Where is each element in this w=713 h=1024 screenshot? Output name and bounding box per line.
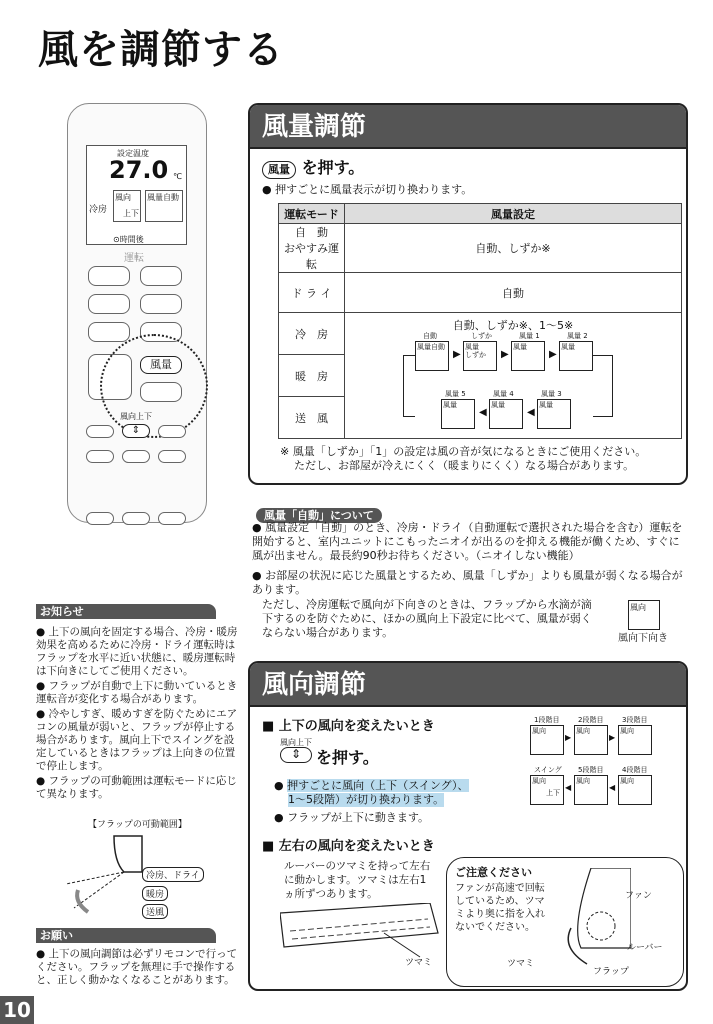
remote-button[interactable] xyxy=(86,450,114,463)
notice-item-text: フラップの可動範囲は運転モードに応じて異なります。 xyxy=(36,775,237,800)
dir-key-label: 風向上下 xyxy=(280,738,312,747)
arrow-left-icon: ◀ xyxy=(479,407,487,418)
remote-button[interactable] xyxy=(86,425,114,438)
dir-header: 風向調節 xyxy=(250,663,686,707)
dir-stage-label: 4段階目 xyxy=(622,766,648,774)
dir-button-label: 風向上下 xyxy=(120,412,152,421)
mode-cell: 冷 房 xyxy=(279,313,345,355)
stage-box: 風量 xyxy=(537,399,571,429)
fan-header: 風量調節 xyxy=(250,105,686,149)
wind-down-icon: 風向 xyxy=(628,600,660,630)
auto-bullet-2-text: お部屋の状況に応じた風量とするため、風量「しずか」よりも風量が弱くなる場合があります。 xyxy=(252,569,683,596)
fan-bullet: 押すごとに風量表示が切り換わります。 xyxy=(275,183,473,196)
knob-label-2: ツマミ xyxy=(507,959,535,969)
request-item: ● 上下の風向調節は必ずリモコンで行ってください。フラップを無理に手で操作すると、正しく動かなくなることがあります。 xyxy=(36,948,238,986)
fan-note-1: ※ 風量「しずか」「1」の設定は風の音が気になるときにご使用ください。 xyxy=(280,445,647,458)
arrow-right-icon: ▶ xyxy=(501,349,509,360)
remote-button[interactable] xyxy=(140,382,182,402)
fan-press: を押す。 xyxy=(301,158,365,177)
mode-cell: 自 動 おやすみ運転 xyxy=(279,224,345,273)
remote-lcd xyxy=(86,145,187,245)
fan-louver-diagram xyxy=(551,868,631,968)
dir-stage-box-label: 風向 xyxy=(532,777,546,785)
mode-cell: 送 風 xyxy=(279,397,345,439)
stage-box: 風量 xyxy=(489,399,523,429)
dir-bullet-1: ● 押すごとに風向（上下（スイング）、 xyxy=(274,779,469,792)
loop-line-left xyxy=(403,355,415,417)
auto-pill: 風量「自動」について xyxy=(256,508,382,523)
remote-button[interactable] xyxy=(122,450,150,463)
dir-key-icon: ⇕ xyxy=(280,747,312,763)
remote-button[interactable] xyxy=(88,322,130,342)
page-number: 10 xyxy=(0,996,34,1024)
request-item-text: 上下の風向調節は必ずリモコンで行ってください。フラップを無理に手で操作すると、正しく動かなくなることがあります。 xyxy=(36,948,238,986)
notice-title: お知らせ xyxy=(36,604,216,619)
dir-bullet-1a: 押すごとに風向（上下（スイング）、 xyxy=(287,779,469,792)
remote-button[interactable] xyxy=(158,425,186,438)
stage-label: 風量 3 xyxy=(541,390,562,398)
stage-label: しずか xyxy=(471,332,492,340)
arrow-right-icon: ▶ xyxy=(453,349,461,360)
caution-text: ファンが高速で回転しているため、ツマミより奥に指を入れないでください。 xyxy=(455,883,545,933)
flap-label-fan: 送風 xyxy=(142,904,168,919)
louver-diagram xyxy=(280,903,440,963)
flap-label: フラップ xyxy=(593,967,629,977)
notice-item-text: フラップが自動で上下に動いているとき運転音が変化する場合があります。 xyxy=(36,680,238,705)
fan-key: 風量 xyxy=(262,161,296,179)
dir-stage-label: 1段階目 xyxy=(534,716,560,724)
notice-item: ● 冷やしすぎ、暖めすぎを防ぐためにエアコンの風量が弱いと、フラップが停止する場合があります。風向上下でスイングを設定しているときはフラップは上向きの位置で停止します。 xyxy=(36,708,238,772)
setting-cell: 自動 xyxy=(345,273,682,313)
remote-button[interactable] xyxy=(158,512,186,525)
remote-button[interactable] xyxy=(88,266,130,286)
setting-cell: 自動、しずか※、1～5※ xyxy=(452,319,574,332)
fan-section: 風量調節 風量 を押す。 ● 押すごとに風量表示が切り換わります。 運転モード 風量設定 自 動 おやすみ運転 自動、しずか※ ド ラ イ 自動 冷 房 自動、しずか※、1～5※ 暖 房 送 風 自動 しずか 風量 1 風量 2 風量自動 風量 しずか 風量 風量 ▶ ▶ ▶ 風量 5 風量 4 風量 3 風量 風量 風量 ◀ ◀ ※ 風量「しずか」「1」の設定は風の音が気になるときにご使用ください。 ただし、お部屋が冷えにくく（暖まりにくく）なる場合があります。 xyxy=(248,103,688,485)
louver-text: ルーバーのツマミを持って左右に動かします。ツマミは左右1ヵ所ずつあります。 xyxy=(284,860,431,900)
auto-bullet-2b: ただし、冷房運転で風向が下向きのときは、フラップから水滴が滴下するのを防ぐために、ほかの風向上下設定に比べて、風量が弱くならない場合があります。 xyxy=(262,598,592,639)
dir-sub-1: ■ 上下の風向を変えたいとき xyxy=(262,719,435,734)
temp-unit: ℃ xyxy=(173,172,182,181)
fan-stage-diagram xyxy=(415,331,655,439)
arrow-right-icon: ▶ xyxy=(565,733,572,742)
run-label: 運転 xyxy=(124,253,144,264)
loop-line-right xyxy=(593,355,613,417)
flap-range-caption: 【フラップの可動範囲】 xyxy=(88,820,187,830)
notice-item-text: 冷やしすぎ、暖めすぎを防ぐためにエアコンの風量が弱いと、フラップが停止する場合があります。風向上下でスイングを設定しているときはフラップは上向きの位置で停止します。 xyxy=(36,708,238,772)
notice-item: ● 上下の風向を固定する場合、冷房・暖房効果を高めるために冷房・ドライ運転時はフラップを水平に近い状態に、暖房運転時は下向きにしてご使用ください。 xyxy=(36,626,238,677)
mode-cell: 暖 房 xyxy=(279,355,345,397)
remote-button[interactable] xyxy=(86,512,114,525)
remote-button[interactable] xyxy=(140,266,182,286)
request-title: お願い xyxy=(36,928,216,943)
dir-stage-box: 風向 xyxy=(618,725,652,755)
wind-dir-label: 風向 xyxy=(115,193,131,202)
stage-box: 風量 xyxy=(441,399,475,429)
stage-box-auto: 風量自動 xyxy=(415,341,449,371)
stage-label: 自動 xyxy=(423,332,437,340)
mode-cell: ド ラ イ xyxy=(279,273,345,313)
stage-label: 風量 1 xyxy=(519,332,540,340)
temp-value: 27.0 xyxy=(109,156,169,184)
auto-bullet-1-text: 風量設定「自動」のとき、冷房・ドライ（自動運転で選択された場合を含む）運転を開始すると、室内ユニットにこもったニオイが出るのを抑える機能が働くため、すぐに風が出ません。最長約90秒お待ちください。（ニオイしない機能） xyxy=(252,521,683,562)
set-temp-label: 設定温度 xyxy=(117,149,149,158)
notice-item: ● フラップの可動範囲は運転モードに応じて異なります。 xyxy=(36,775,237,800)
wind-dir-value: 上下 xyxy=(123,209,139,218)
notice-item-text: 上下の風向を固定する場合、冷房・暖房効果を高めるために冷房・ドライ運転時はフラップを水平に近い状態に、暖房運転時は下向きにしてご使用ください。 xyxy=(36,626,238,677)
swing-text: 上下 xyxy=(546,789,560,797)
caution-title: ご注意ください xyxy=(455,866,532,879)
dir-sub-2: ■ 左右の風向を変えたいとき xyxy=(262,839,435,854)
dir-press: を押す。 xyxy=(316,748,379,767)
notice-list xyxy=(36,626,240,801)
remote-button[interactable] xyxy=(122,512,150,525)
louver-label: ルーバー xyxy=(627,943,663,953)
dir-button[interactable]: ⇕ xyxy=(122,424,150,438)
dir-stage-box: 風向 xyxy=(618,775,652,805)
stage-box: 風量 xyxy=(511,341,545,371)
notice-item: ● フラップが自動で上下に動いているとき運転音が変化する場合があります。 xyxy=(36,680,238,705)
caution-box xyxy=(446,857,684,987)
dir-stage-diagram xyxy=(528,715,660,807)
dir-bullet-1b: 1～5段階）が切り換わります。 xyxy=(288,793,445,806)
stage-label: 風量 4 xyxy=(493,390,514,398)
arrow-right-icon: ▶ xyxy=(609,733,616,742)
stage-box: 風量 xyxy=(559,341,593,371)
dir-section xyxy=(248,661,688,991)
fan-note-2: ただし、お部屋が冷えにくく（暖まりにくく）なる場合があります。 xyxy=(294,459,635,472)
stage-label: 風量 2 xyxy=(567,332,588,340)
dir-bullet-2-text: フラップが上下に動きます。 xyxy=(287,811,430,824)
auto-bullet-1: ● 風量設定「自動」のとき、冷房・ドライ（自動運転で選択された場合を含む）運転を開始すると、室内ユニットにこもったニオイが出るのを抑える機能が働くため、すぐに風が出ません。最長約90秒お待ちください。（ニオイしない機能） xyxy=(252,521,683,562)
wind-down-caption: 風向下向き xyxy=(618,633,668,644)
fan-label: ファン xyxy=(625,891,652,901)
stage-label: 風量 5 xyxy=(445,390,466,398)
arrow-left-icon: ◀ xyxy=(609,783,616,792)
wind-dir-box xyxy=(113,190,141,222)
col-setting-header: 風量設定 xyxy=(345,204,682,224)
mode-text: 冷房 xyxy=(89,205,108,215)
setting-cell: 自動、しずか※ xyxy=(345,224,682,273)
page-title: 風を調節する xyxy=(38,27,284,73)
timer-label: ⊙時間後 xyxy=(113,235,144,244)
stage-box-quiet: 風量 しずか xyxy=(463,341,497,371)
arrow-right-icon: ▶ xyxy=(549,349,557,360)
flap-label-cool: 冷房、ドライ xyxy=(142,867,204,882)
dir-stage-label: 5段階目 xyxy=(578,766,604,774)
dir-stage-label: 2段階目 xyxy=(578,716,604,724)
dir-stage-box: 風向 xyxy=(574,725,608,755)
dir-bullet-2: ● フラップが上下に動きます。 xyxy=(274,811,430,824)
knob-label: ツマミ xyxy=(405,958,433,968)
remote-button[interactable] xyxy=(88,294,130,314)
dir-stage-box: 風向 xyxy=(574,775,608,805)
col-mode-header: 運転モード xyxy=(279,204,345,224)
arrow-left-icon: ◀ xyxy=(527,407,535,418)
arrow-left-icon: ◀ xyxy=(565,783,572,792)
fan-box: 風量自動 xyxy=(145,190,183,222)
dir-stage-label: 3段階目 xyxy=(622,716,648,724)
dir-stage-label: スイング xyxy=(534,766,562,774)
dir-stage-box: 風向 xyxy=(530,725,564,755)
remote-button[interactable] xyxy=(158,450,186,463)
auto-bullet-2: ● お部屋の状況に応じた風量とするため、風量「しずか」よりも風量が弱くなる場合があります。 xyxy=(252,569,683,596)
fan-button[interactable]: 風量 xyxy=(140,356,182,374)
remote-button[interactable] xyxy=(140,294,182,314)
dir-stage-box-swing xyxy=(530,775,564,805)
flap-label-heat: 暖房 xyxy=(142,886,168,901)
